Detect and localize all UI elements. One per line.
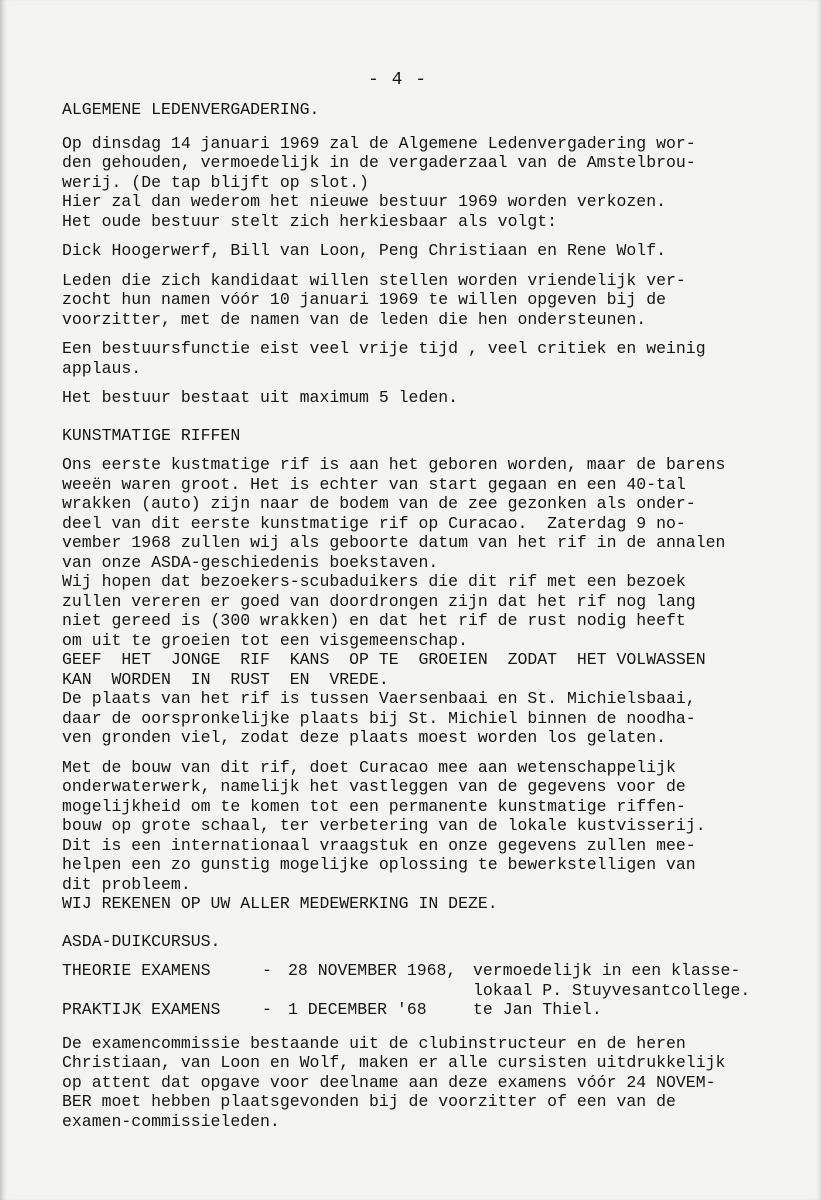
paragraph (62, 241, 792, 261)
text-line: daar de oorspronkelijke plaats bij St. Michiel binnen de noodha- (62, 708, 696, 728)
text-line: Wij hopen dat bezoekers-scubaduikers die dit rif met een bezoek (62, 572, 686, 591)
exam-note (473, 961, 750, 1000)
paragraph (62, 271, 792, 330)
text-line: BER moet hebben plaatsgevonden bij de voorzitter of een van de (62, 1092, 676, 1111)
text-line: mogelijkheid om te komen tot een permanente kunstmatige riffen- (62, 796, 686, 816)
paragraph (62, 339, 792, 378)
text-line: Met de bouw van dit rif, doet Curacao mee aan wetenschappelijk (62, 757, 676, 777)
text-line: zocht hun namen vóór 10 januari 1969 te willen opgeven bij de (62, 290, 666, 309)
text-line: niet gereed is (300 wrakken) en dat het rif de rust nodig heeft (62, 611, 686, 630)
text-line: zullen vereren er goed van doordrongen zijn dat het rif nog lang (62, 591, 696, 611)
text-line: weeën waren groot. Het is echter van start gegaan en een 40-tal (62, 474, 686, 494)
text-line: De plaats van het rif is tussen Vaersenbaai en St. Michielsbaai, (62, 689, 696, 708)
text-line: KAN WORDEN IN RUST EN VREDE. (62, 669, 389, 689)
text-line: op attent dat opgave voor deelname aan deze examens vóór 24 NOVEM- (62, 1072, 716, 1092)
text-line: Leden die zich kandidaat willen stellen worden vriendelijk ver- (62, 270, 686, 290)
section-heading-duikcursus: ASDA-DUIKCURSUS. (62, 931, 221, 951)
exam-note (473, 1000, 750, 1020)
exam-dash: - (262, 1000, 272, 1019)
text-line: Op dinsdag 14 januari 1969 zal de Algemene Ledenvergadering wor- (62, 133, 696, 153)
text-line: werij. (De tap blijft op slot.) (62, 172, 369, 192)
exam-dash: - (262, 961, 272, 980)
table-row (62, 961, 750, 1000)
exam-date: 1 DECEMBER '68 (288, 1000, 427, 1019)
page-number: - 4 - (368, 70, 428, 90)
table-row (62, 1000, 750, 1020)
paragraph (62, 758, 792, 914)
text-line: vember 1968 zullen wij als geboorte datum van het rif in de annalen (62, 533, 726, 552)
exam-type: PRAKTIJK EXAMENS (62, 1000, 221, 1019)
exam-schedule-table (62, 961, 750, 1020)
paragraph (62, 455, 792, 748)
text-line: Het bestuur bestaat uit maximum 5 leden. (62, 388, 459, 407)
text-line: bouw op grote schaal, ter verbetering van de lokale kustvisserij. (62, 816, 706, 835)
text-line: lokaal P. Stuyvesantcollege. (473, 980, 751, 1000)
page-content (62, 100, 792, 1131)
text-line: deel van dit eerste kunstmatige rif op Curacao. Zaterdag 9 no- (62, 513, 686, 533)
text-line: GEEF HET JONGE RIF KANS OP TE GROEIEN ZODAT HET VOLWASSEN (62, 650, 706, 669)
paragraph (62, 388, 792, 408)
text-line: applaus. (62, 358, 142, 378)
text-line: Hier zal dan wederom het nieuwe bestuur 1969 worden verkozen. (62, 192, 666, 211)
text-line: De examencommissie bestaande uit de clubinstructeur en de heren (62, 1033, 686, 1053)
text-line: examen-commissieleden. (62, 1111, 280, 1131)
text-line: Christiaan, van Loon en Wolf, maken er alle cursisten uitdrukkelijk (62, 1053, 726, 1072)
text-line: WIJ REKENEN OP UW ALLER MEDEWERKING IN DEZE. (62, 894, 498, 913)
paragraph (62, 1034, 792, 1132)
text-line: onderwaterwerk, namelijk het vastleggen van de gegevens voor de (62, 777, 686, 796)
text-line: Dick Hoogerwerf, Bill van Loon, Peng Christiaan en Rene Wolf. (62, 241, 666, 260)
section-heading-riffen: KUNSTMATIGE RIFFEN (62, 425, 241, 445)
text-line: Een bestuursfunctie eist veel vrije tijd , veel critiek en weinig (62, 339, 706, 358)
text-line: dit probleem. (62, 874, 191, 894)
text-line: van onze ASDA-geschiedenis boekstaven. (62, 552, 439, 572)
text-line: vermoedelijk in een klasse- (473, 961, 741, 980)
text-line: te Jan Thiel. (473, 1000, 602, 1019)
text-line: Ons eerste kustmatige rif is aan het geboren worden, maar de barens (62, 455, 726, 474)
text-line: om uit te groeien tot een visgemeenschap. (62, 630, 468, 650)
paragraph (62, 134, 792, 232)
exam-date: 28 NOVEMBER 1968, (288, 961, 457, 980)
text-line: helpen een zo gunstig mogelijke oplossing te bewerkstelligen van (62, 855, 696, 874)
exam-type: THEORIE EXAMENS (62, 961, 211, 980)
text-line: den gehouden, vermoedelijk in de vergaderzaal van de Amstelbrou- (62, 153, 696, 172)
text-line: voorzitter, met de namen van de leden die hen ondersteunen. (62, 309, 647, 329)
text-line: wrakken (auto) zijn naar de bodem van de zee gezonken als onder- (62, 494, 696, 513)
text-line: Het oude bestuur stelt zich herkiesbaar als volgt: (62, 211, 558, 231)
text-line: ven gronden viel, zodat deze plaats moest worden los gelaten. (62, 728, 666, 747)
text-line: Dit is een internationaal vraagstuk en onze gegevens zullen mee- (62, 835, 696, 855)
section-heading-ledenvergadering: ALGEMENE LEDENVERGADERING. (62, 100, 320, 119)
